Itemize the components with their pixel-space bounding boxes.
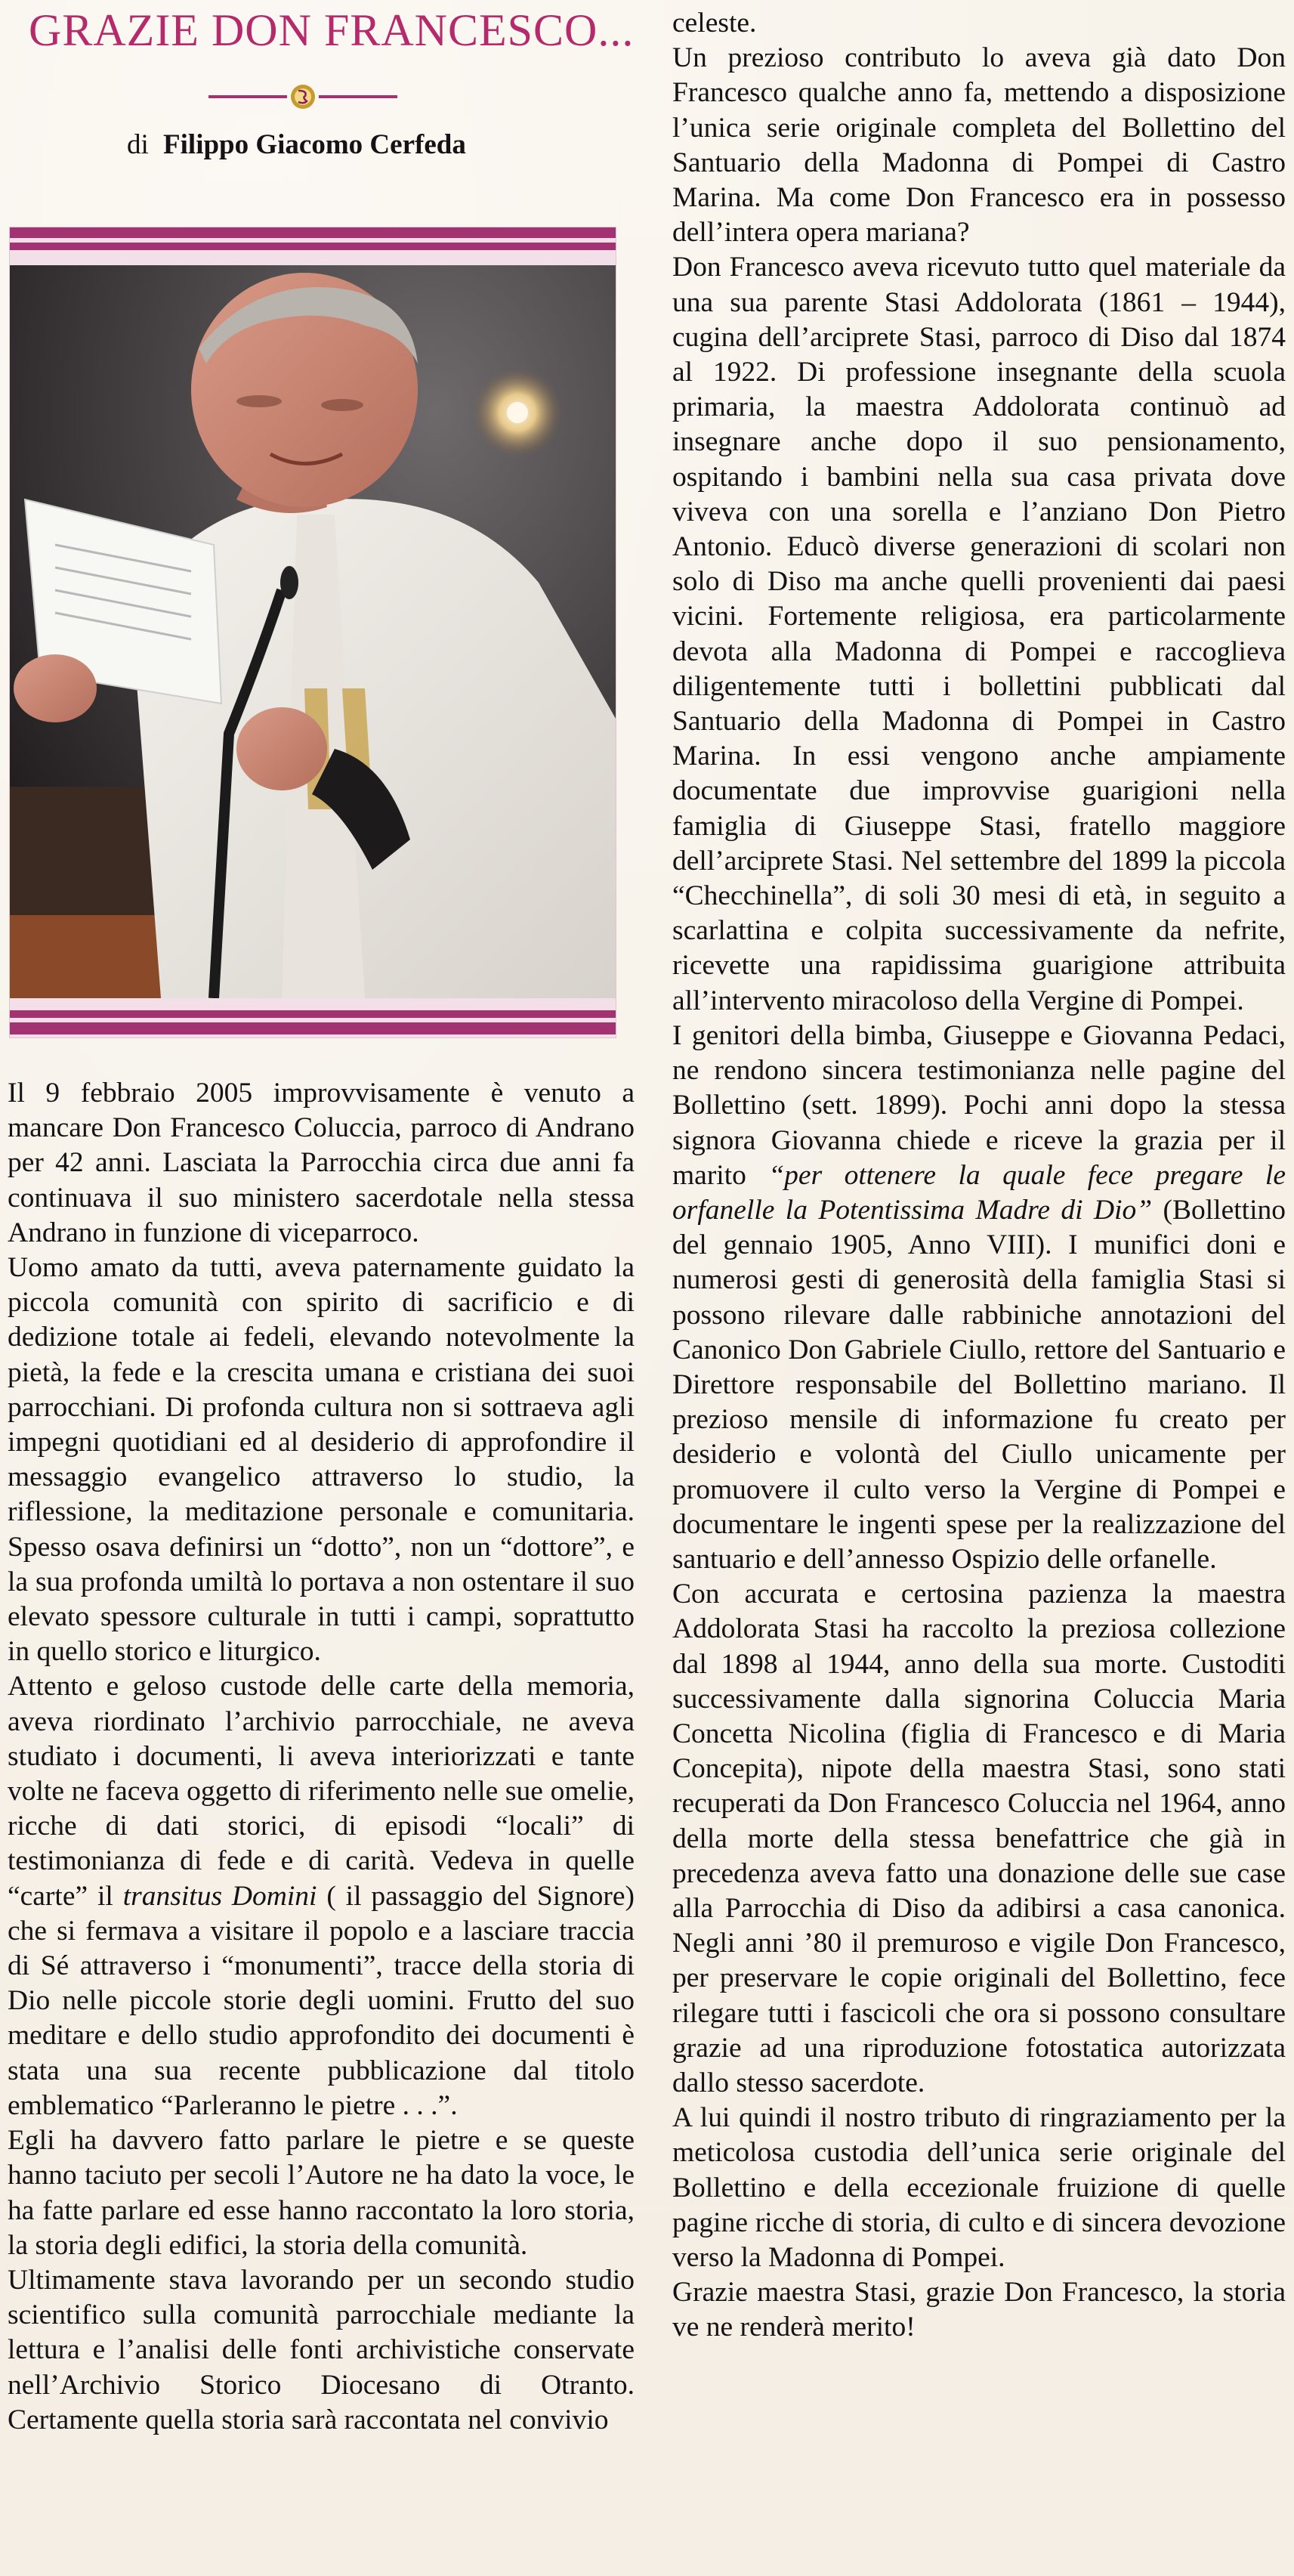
left-paragraph-2: Uomo amato da tutti, aveva paternamente guidato la piccola comunità con spirito di sacrificio e di dedizione totale ai fedeli, elevando notevolmente la pietà, la fede e la crescita umana e cristiana dei suoi parrocchiani. Di profonda cultura non si sottraeva agli impegni quotidiani ed al desiderio di approfondire il messaggio evangelico attraverso lo studio, la riflessione, la meditazione personale e comunitaria. Spesso osava definirsi un “dotto”, non un “dottore”, e la sua profonda umiltà lo portava a non ostentare il suo elevato spessore culturale in tutti i campi, soprattutto in quello storico e liturgico. [8,1252,635,1668]
right-paragraph-1: celeste. [672,8,757,39]
byline [127,128,466,161]
left-paragraph-1: Il 9 febbraio 2005 improvvisamente è venuto a mancare Don Francesco Coluccia, parroco di Andrano per 42 anni. Lasciata la Parrocchia circa due anni fa continuava il suo ministero sacerdotale nella stessa Andrano in funzione di viceparroco. [8,1078,635,1248]
quote-italic: “per ottenere la quale fece pregare le orfanelle la Potentissima Madre di Dio” [672,1159,1286,1226]
photo-stripe-bottom-thin [10,1010,616,1018]
left-paragraph-3-part-b: ( il passaggio del Signore) che si fermava a visitare il popolo e a lasciare traccia di Sé attraverso i “monumenti”, tracce della storia di Dio nelle piccole storie degli uomini. Frutto del suo meditare e dello studio approfondito dei documenti è stata una sua recente pubblicazione dal titolo emblematico “Parleranno le pietre . . .”. [8,1880,635,2121]
right-paragraph-7: Grazie maestra Stasi, grazie Don Francesco, la storia ve ne renderà merito! [672,2277,1286,2343]
title-ornament-icon [208,74,397,119]
article-title: GRAZIE DON FRANCESCO... [29,5,635,55]
right-paragraph-6: A lui quindi il nostro tributo di ringraziamento per la meticolosa custodia dell’unica serie originale del Bollettino e della eccezionale fruizione di quelle pagine ricche di storia, di culto e di sincera devozione verso la Madonna di Pompei. [672,2102,1286,2273]
left-column [8,1076,635,2438]
photo-stripe-bottom [10,1022,616,1034]
right-paragraph-4 [672,1019,1286,1577]
left-paragraph-3 [8,1669,635,2123]
photo-frame [9,227,616,1038]
right-column [672,6,1286,2346]
byline-prefix: di [127,129,149,160]
author-name: Filippo Giacomo Cerfeda [163,129,466,160]
right-paragraph-3: Don Francesco aveva ricevuto tutto quel materiale da una sua parente Stasi Addolorata (1861 – 1944), cugina dell’arciprete Stasi, parroco di Diso dal 1874 al 1922. Di professione insegnante della scuola primaria, la maestra Addolorata continuò ad insegnare anche dopo il suo pensionamento, ospitando i bambini nella sua casa privata dove viveva con una sorella e l’anziano Don Pietro Antonio. Educò diverse generazioni di scolari non solo di Diso ma anche quelli provenienti dai paesi vicini. Fortemente religiosa, era particolarmente devota alla Madonna di Pompei e raccoglieva diligentemente tutti i bollettini pubblicati dal Santuario della Madonna di Pompei in Castro Marina. In essi vengono anche ampiamente documentate due improvvise guarigioni nella famiglia di Giuseppe Stasi, fratello maggiore dell’arciprete Stasi. Nel settembre del 1899 la piccola “Checchinella”, di soli 30 mesi di età, in seguito a scarlattina e colpita successivamente da nefrite, ricevette una rapidissima guarigione attribuita all’intervento miracoloso della Vergine di Pompei. [672,252,1286,1016]
photo-stripe-top [10,227,616,238]
left-paragraph-4: Egli ha davvero fatto parlare le pietre e se queste hanno taciuto per secoli l’Autore ne ha dato la voce, le ha fatte parlare ed esse hanno raccontato la loro storia, la storia degli edifici, la storia della comunità. [8,2125,635,2261]
right-paragraph-4-part-a: I genitori della bimba, Giuseppe e Giovanna Pedaci, ne rendono sincera testimonianza nelle pagine del Bollettino (sett. 1899). Pochi anni dopo la stessa signora Giovanna chiede e riceve la grazia per il marito [672,1019,1286,1191]
photo-stripe-top-thin [10,243,616,250]
priest-reading-photo-icon [10,265,616,998]
transitus-domini-italic: transitus Domini [122,1880,317,1912]
right-paragraph-5: Con accurata e certosina pazienza la maestra Addolorata Stasi ha raccolto la preziosa collezione dal 1898 al 1944, anno della sua morte. Custoditi successivamente dalla signorina Coluccia Maria Concetta Nicolina (figlia di Francesco e di Maria Concepita), nipote della maestra Stasi, sono stati recuperati da Don Francesco Coluccia nel 1964, anno della morte della stessa benefattrice che già in precedenza aveva fatto una donazione delle sue case alla Parrocchia di Diso da adibirsi a casa canonica. Negli anni ’80 il premuroso e vigile Don Francesco, per preservare le copie originali del Bollettino, fece rilegare tutti i fascicoli che ora si possono consultare grazie ad una riproduzione fotostatica autorizzata dallo stesso sacerdote. [672,1579,1286,2098]
right-paragraph-2: Un prezioso contributo lo aveva già dato Don Francesco qualche anno fa, mettendo a disposizione l’unica serie originale completa del Bollettino del Santuario della Madonna di Pompei di Castro Marina. Ma come Don Francesco era in possesso dell’intera opera mariana? [672,42,1286,249]
right-paragraph-4-part-b: (Bollettino del gennaio 1905, Anno VIII). I munifici doni e numerosi gesti di generosità della famiglia Stasi si possono rilevare dalle rabbiniche annotazioni del Canonico Don Gabriele Ciullo, rettore del Santuario e Direttore responsabile del Bollettino mariano. Il prezioso mensile di informazione fu creato per desiderio e volontà del Ciullo unicamente per promuovere il culto verso la Vergine di Pompei e documentare le ingenti spese per la realizzazione del santuario e dell’annesso Ospizio delle orfanelle. [672,1194,1286,1575]
left-paragraph-3-part-a: Attento e geloso custode delle carte della memoria, aveva riordinato l’archivio parrocchiale, ne aveva studiato i documenti, li aveva interiorizzati e tante volte ne faceva oggetto di riferimento nelle sue omelie, ricche di dati storici, di episodi “locali” di testimonianza di fede e di carità. Vedeva in quelle “carte” il [8,1671,635,1912]
left-paragraph-5: Ultimamente stava lavorando per un secondo studio scientifico sulla comunità parrocchiale mediante la lettura e l’analisi delle fonti archivistiche conservate nell’Archivio Storico Diocesano di Otranto. Certamente quella storia sarà raccontata nel convivio [8,2264,635,2435]
